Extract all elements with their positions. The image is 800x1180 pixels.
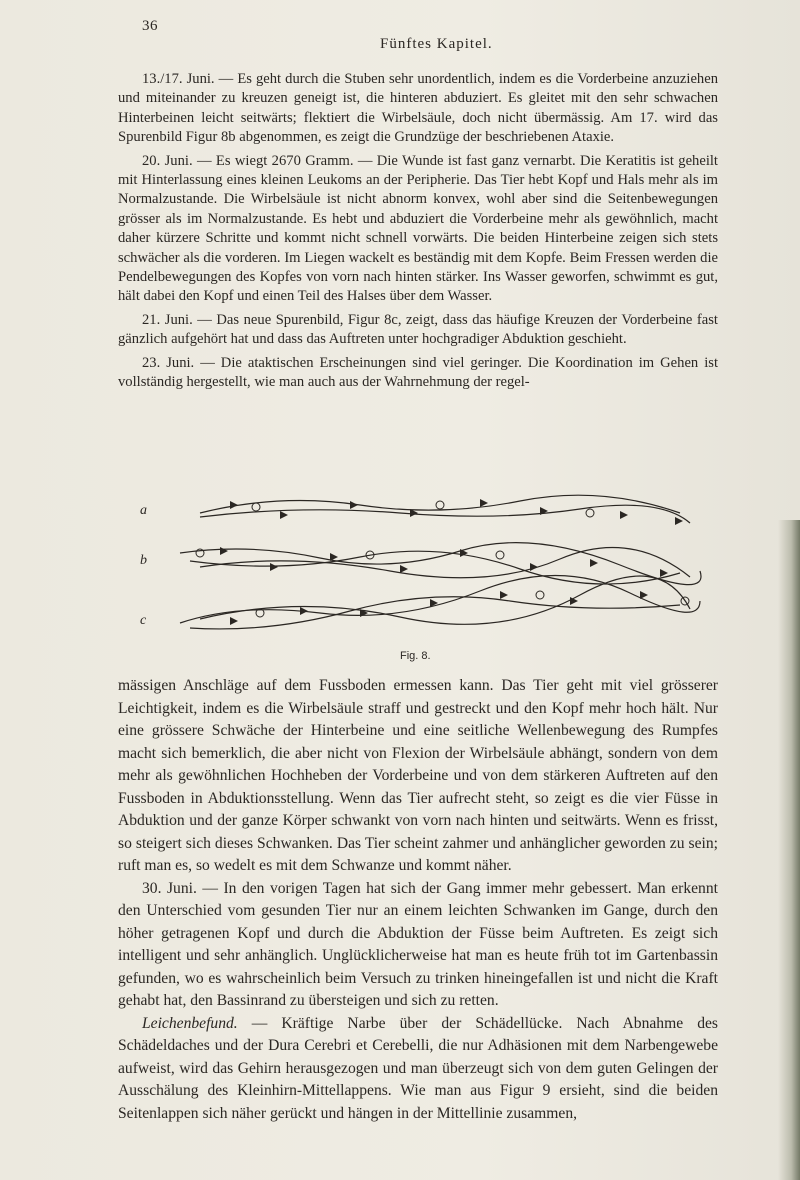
track-a-line-1 (200, 495, 680, 513)
footprint-mark (590, 559, 598, 567)
upper-text-block (118, 70, 718, 393)
footprint-mark (230, 501, 238, 509)
figure-caption: Fig. 8. (400, 650, 431, 662)
page-number: 36 (142, 18, 158, 34)
footprint-mark (500, 591, 508, 599)
track-b-line-2 (190, 551, 680, 584)
leichenbefund-text: — Kräftige Narbe über der Schädellücke. Nach Abnahme des Schädeldaches und der Dura Cerebri et Cerebelli, die nur Adhäsionen mit dem Narbengewebe aufweist, wird das Gehirn herausgezogen und man überzeugt sich von dem guten Gelingen der Ausschälung des Kleinhirn-Mittellappens. Wie man aus Figur 9 ersieht, sind die beiden Seitenlappen sich näher gerückt und hängen in der Mittellinie zusammen, (118, 1014, 718, 1122)
footprint-ring (252, 503, 260, 511)
page-edge-shadow (778, 520, 800, 1180)
paragraph-june-21: 21. Juni. — Das neue Spurenbild, Figur 8c, zeigt, dass das häufige Kreuzen der Vorderbeine fast gänzlich aufgehört hat und dass das Auftreten unter hochgradiger Abduktion geschieht. (118, 311, 718, 348)
paragraph-leichenbefund (118, 1013, 718, 1126)
footprint-mark (660, 569, 668, 577)
figure-row-label-c: c (140, 613, 147, 628)
footprint-mark (675, 517, 683, 525)
footprint-mark (400, 565, 408, 573)
leichenbefund-heading: Leichenbefund. (142, 1014, 238, 1032)
footprint-mark (300, 607, 308, 615)
track-a-line-2 (200, 505, 690, 523)
footprint-ring (436, 501, 444, 509)
footprint-ring (536, 591, 544, 599)
footprint-mark (640, 591, 648, 599)
paragraph-june-23: 23. Juni. — Die ataktischen Erscheinungen sind viel geringer. Die Koordination im Gehen ist vollständig hergestellt, wie man auch aus der Wahrnehmung der regel- (118, 354, 718, 391)
paragraph-june-30: 30. Juni. — In den vorigen Tagen hat sich der Gang immer mehr gebessert. Man erkennt den Unterschied vom gesunden Tier nur an einem leichten Schwanken im Gange, durch den höher getragenen Kopf und durch die Abduktion der Füsse beim Auftreten. Es zeigt sich intelligent und sehr anhänglich. Unglücklicherweise hat man es heute früh tot im Gartenbassin gefunden, wo es wahrscheinlich beim Versuch zu trinken hineingefallen ist und nicht die Kraft gehabt hat, den Bassinrand zu übersteigen und sich zu retten. (118, 879, 718, 1009)
footprint-mark (620, 511, 628, 519)
footprint-mark (330, 553, 338, 561)
footprint-mark (350, 501, 358, 509)
footprint-figure (160, 483, 720, 643)
paragraph-june-13-17: 13./17. Juni. — Es geht durch die Stuben sehr unordentlich, indem es die Vorderbeine anzuziehen und miteinander zu kreuzen geneigt ist, die hinteren abduziert. Es gleitet mit den sehr schwachen Hinterbeinen leicht seitwärts; flektiert die Wirbelsäule, doch nicht übermässig. Am 17. wird das Spurenbild Figur 8b abgenommen, es zeigt die Grundzüge der beschriebenen Ataxie. (118, 71, 718, 146)
figure-row-label-a: a (140, 503, 147, 518)
running-head: Fünftes Kapitel. (380, 36, 493, 52)
lower-text-block (118, 675, 718, 1125)
paragraph-june-20: 20. Juni. — Es wiegt 2670 Gramm. — Die Wunde ist fast ganz vernarbt. Die Keratitis ist geheilt mit Hinterlassung eines kleinen Leukoms an der Peripherie. Das Tier hebt Kopf und Hals mehr als im Normalzustande. Die Wirbelsäule ist nicht abnorm konvex, wohl aber sind die Seitenbewegungen grösser als im Normalzustande. Es hebt und abduziert die Vorderbeine mehr als gewöhnlich, macht daher kürzere Schritte und kommt nicht schnell vorwärts. Die beiden Hinterbeine zeigen sich stets schwächer als die vorderen. Im Liegen wackelt es beständig mit dem Kopfe. Beim Fressen werden die Pendelbewegungen des Kopfes von vorn nach hinten stärker. Ins Wasser geworfen, schwimmt es gut, hält dabei den Kopf und einen Teil des Halses über dem Wasser. (118, 152, 718, 305)
footprint-mark (230, 617, 238, 625)
footprint-mark (280, 511, 288, 519)
figure-row-label-b: b (140, 553, 147, 568)
footprint-mark (220, 547, 228, 555)
paragraph-continuation: mässigen Anschläge auf dem Fussboden ermessen kann. Das Tier geht mit viel grösserer Leichtigkeit, indem es die Wirbelsäule straff und gestreckt und den Kopf mehr hoch hält. Nur eine grössere Schwäche der Hinterbeine und eine seitliche Wellenbewegung des Rumpfes macht sich bemerklich, die aber nicht von Flexion der Wirbelsäule abhängt, sondern von dem mehr als gewöhnlichen Hochheben der Vorderbeine und von dem stärkeren Auftreten auf den Fussboden in Abduktionsstellung. Wenn das Tier aufrecht steht, so zeigt es die vier Füsse in Abduktion und der ganze Körper schwankt von vorn nach hinten und seitwärts. Wenn es frisst, so steigert sich dieses Schwanken. Das Tier scheint zahmer und anhänglicher geworden zu sein; ruft man es, so wedelt es mit dem Schwanze und kommt näher. (118, 677, 718, 874)
footprint-ring (496, 551, 504, 559)
footprint-mark (530, 563, 538, 571)
footprint-mark (270, 563, 278, 571)
footprint-mark (480, 499, 488, 507)
footprint-ring (586, 509, 594, 517)
